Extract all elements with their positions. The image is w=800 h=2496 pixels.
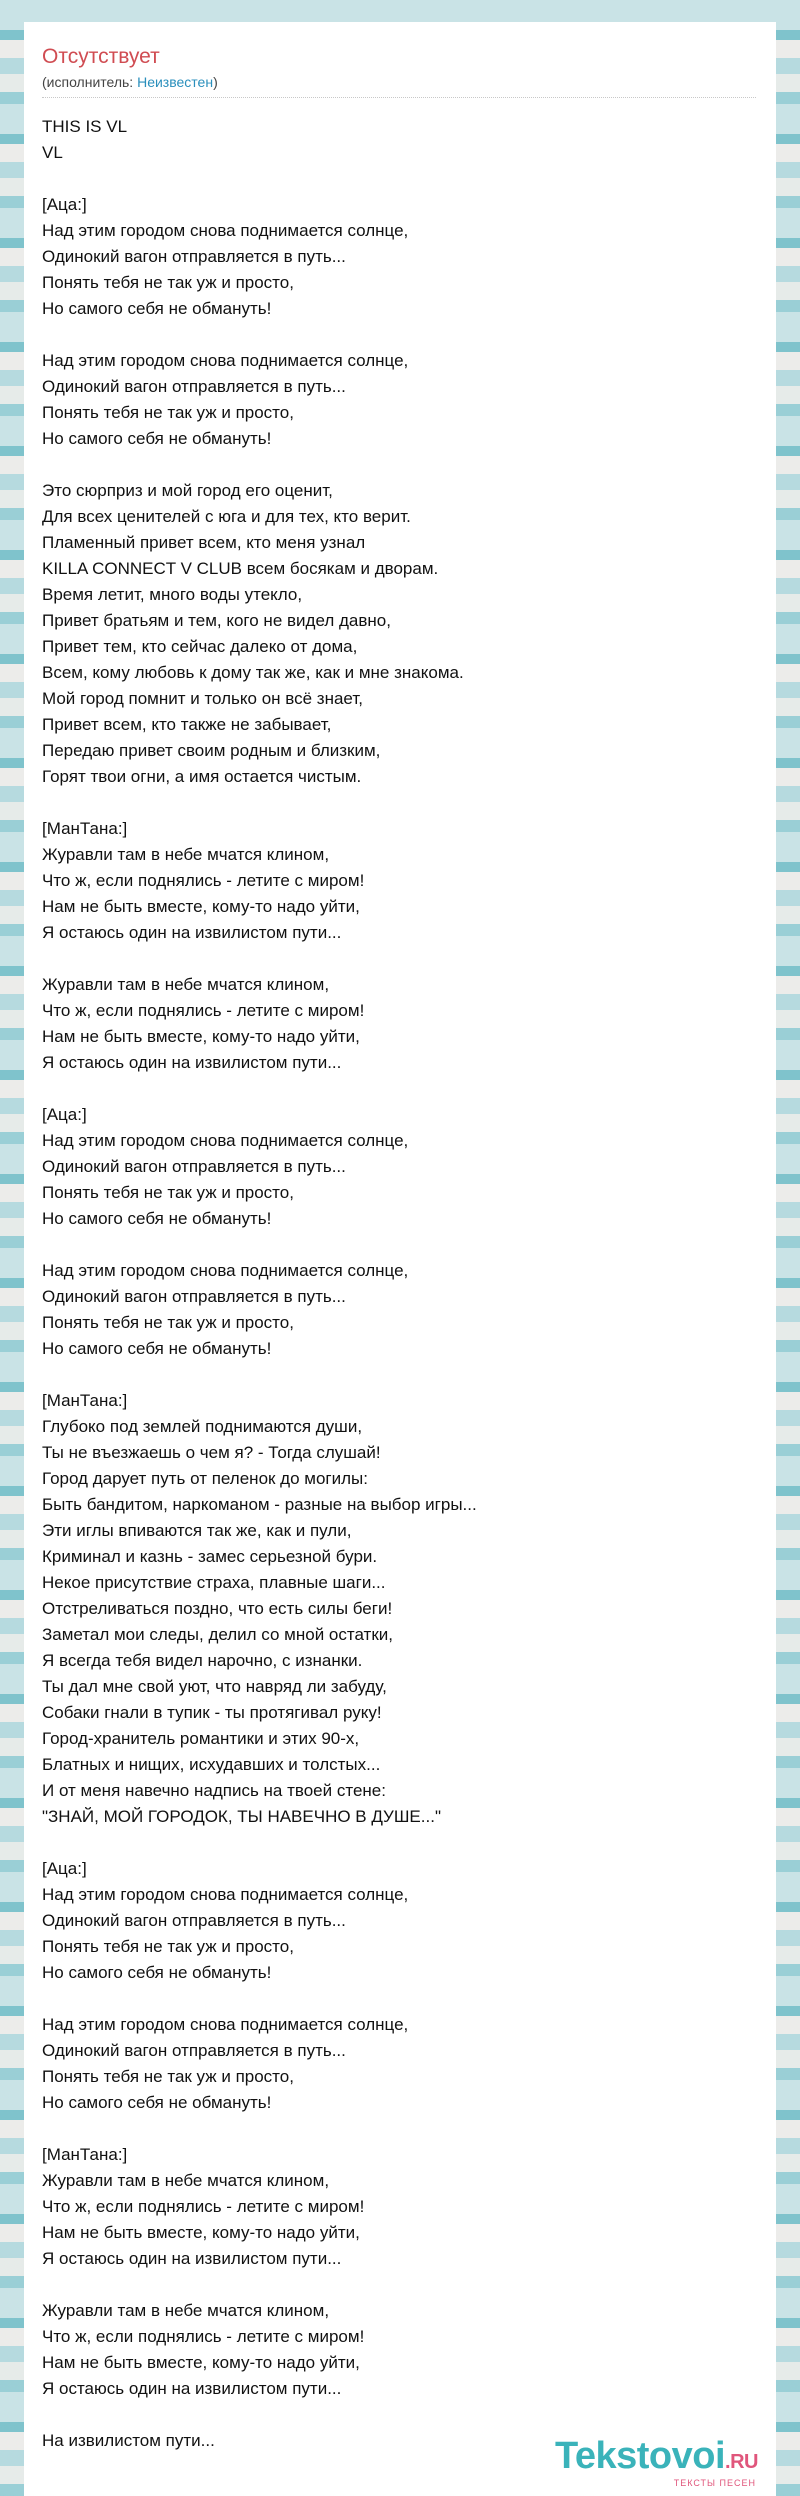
- lyric-line: Всем, кому любовь к дому так же, как и мне знакома.: [42, 663, 464, 682]
- lyric-line: Привет всем, кто также не забывает,: [42, 715, 332, 734]
- lyric-line: Передаю привет своим родным и близким,: [42, 741, 381, 760]
- lyric-line: Привет братьям и тем, кого не видел давно,: [42, 611, 391, 630]
- lyric-line: Журавли там в небе мчатся клином,: [42, 845, 330, 864]
- lyric-line: Что ж, если поднялись - летите с миром!: [42, 1001, 365, 1020]
- lyric-line: Я остаюсь один на извилистом пути...: [42, 1053, 342, 1072]
- lyric-line: Некое присутствие страха, плавные шаги...: [42, 1573, 386, 1592]
- lyric-line: Мой город помнит и только он всё знает,: [42, 689, 363, 708]
- lyric-line: Ты не въезжаешь о чем я? - Тогда слушай!: [42, 1443, 381, 1462]
- lyric-line: [42, 1830, 756, 1856]
- lyric-line: [42, 166, 756, 192]
- lyric-line: Я остаюсь один на извилистом пути...: [42, 2249, 342, 2268]
- performer-line: [42, 73, 756, 91]
- lyrics-text: [42, 114, 756, 2454]
- lyric-line: Одинокий вагон отправляется в путь...: [42, 1287, 346, 1306]
- lyric-line: [МанТана:]: [42, 819, 128, 838]
- lyric-line: Собаки гнали в тупик - ты протягивал руку!: [42, 1703, 382, 1722]
- lyric-line: Я остаюсь один на извилистом пути...: [42, 2379, 342, 2398]
- lyric-line: Нам не быть вместе, кому-то надо уйти,: [42, 2223, 360, 2242]
- lyric-line: Над этим городом снова поднимается солнце,: [42, 1131, 409, 1150]
- lyric-line: Но самого себя не обмануть!: [42, 2093, 272, 2112]
- lyric-line: Но самого себя не обмануть!: [42, 1209, 272, 1228]
- logo-tld: .RU: [725, 2451, 758, 2473]
- lyric-line: Над этим городом снова поднимается солнце,: [42, 2015, 409, 2034]
- performer-prefix: (исполнитель:: [42, 74, 138, 90]
- lyric-line: Горят твои огни, а имя остается чистым.: [42, 767, 362, 786]
- lyric-line: [42, 2402, 756, 2428]
- lyric-line: Понять тебя не так уж и просто,: [42, 403, 294, 422]
- lyric-line: [42, 1076, 756, 1102]
- lyric-line: Понять тебя не так уж и просто,: [42, 1937, 294, 1956]
- lyric-line: Пламенный привет всем, кто меня узнал: [42, 533, 366, 552]
- song-header: [42, 44, 756, 98]
- lyric-line: [Аца:]: [42, 1105, 87, 1124]
- lyric-line: Что ж, если поднялись - летите с миром!: [42, 2327, 365, 2346]
- lyric-line: Время летит, много воды утекло,: [42, 585, 303, 604]
- performer-link[interactable]: Неизвестен: [137, 74, 214, 90]
- lyric-line: Над этим городом снова поднимается солнце,: [42, 1885, 409, 1904]
- lyric-line: Понять тебя не так уж и просто,: [42, 1183, 294, 1202]
- lyric-line: [42, 2116, 756, 2142]
- lyric-line: Город-хранитель романтики и этих 90-х,: [42, 1729, 360, 1748]
- lyric-line: Над этим городом снова поднимается солнце,: [42, 221, 409, 240]
- lyric-line: Одинокий вагон отправляется в путь...: [42, 377, 346, 396]
- lyric-line: Я остаюсь один на извилистом пути...: [42, 923, 342, 942]
- lyric-line: Одинокий вагон отправляется в путь...: [42, 1911, 346, 1930]
- lyric-line: Отстреливаться поздно, что есть силы беги!: [42, 1599, 393, 1618]
- lyric-line: Журавли там в небе мчатся клином,: [42, 975, 330, 994]
- lyric-line: На извилистом пути...: [42, 2431, 215, 2450]
- lyrics-card: [24, 22, 776, 2496]
- lyric-line: Что ж, если поднялись - летите с миром!: [42, 2197, 365, 2216]
- lyric-line: Для всех ценителей с юга и для тех, кто верит.: [42, 507, 411, 526]
- lyric-line: Понять тебя не так уж и просто,: [42, 1313, 294, 1332]
- lyric-line: [МанТана:]: [42, 1391, 128, 1410]
- lyric-line: Одинокий вагон отправляется в путь...: [42, 247, 346, 266]
- lyric-line: Нам не быть вместе, кому-то надо уйти,: [42, 897, 360, 916]
- logo-tagline: ТЕКСТЫ ПЕСЕН: [673, 2478, 756, 2488]
- lyric-line: Но самого себя не обмануть!: [42, 1339, 272, 1358]
- lyric-line: Понять тебя не так уж и просто,: [42, 273, 294, 292]
- lyric-line: Заметал мои следы, делил со мной остатки,: [42, 1625, 393, 1644]
- lyric-line: Над этим городом снова поднимается солнце,: [42, 351, 409, 370]
- lyric-line: Одинокий вагон отправляется в путь...: [42, 1157, 346, 1176]
- lyric-line: [42, 1232, 756, 1258]
- lyric-line: Но самого себя не обмануть!: [42, 429, 272, 448]
- lyric-line: Город дарует путь от пеленок до могилы:: [42, 1469, 368, 1488]
- lyric-line: VL: [42, 143, 63, 162]
- lyric-line: [Аца:]: [42, 1859, 87, 1878]
- lyric-line: [МанТана:]: [42, 2145, 128, 2164]
- lyric-line: Быть бандитом, наркоманом - разные на выбор игры...: [42, 1495, 477, 1514]
- lyric-line: Глубоко под землей поднимаются души,: [42, 1417, 363, 1436]
- logo-wordmark: [555, 2436, 758, 2482]
- lyric-line: Что ж, если поднялись - летите с миром!: [42, 871, 365, 890]
- song-title: Отсутствует: [42, 45, 160, 68]
- lyric-line: Эти иглы впиваются так же, как и пули,: [42, 1521, 352, 1540]
- lyric-line: Я всегда тебя видел нарочно, с изнанки.: [42, 1651, 363, 1670]
- lyric-line: Журавли там в небе мчатся клином,: [42, 2171, 330, 2190]
- lyric-line: Это сюрприз и мой город его оценит,: [42, 481, 333, 500]
- lyric-line: [42, 322, 756, 348]
- lyric-line: "ЗНАЙ, МОЙ ГОРОДОК, ТЫ НАВЕЧНО В ДУШЕ...": [42, 1807, 441, 1826]
- lyric-line: [42, 452, 756, 478]
- lyric-line: THIS IS VL: [42, 117, 128, 136]
- logo-name: Tekstovoi: [554, 2435, 726, 2477]
- lyric-line: [Аца:]: [42, 195, 87, 214]
- lyric-line: [42, 1986, 756, 2012]
- lyric-line: Нам не быть вместе, кому-то надо уйти,: [42, 2353, 360, 2372]
- performer-suffix: ): [213, 74, 218, 90]
- lyric-line: Криминал и казнь - замес серьезной бури.: [42, 1547, 378, 1566]
- lyric-line: Ты дал мне свой уют, что навряд ли забуду,: [42, 1677, 387, 1696]
- lyric-line: Но самого себя не обмануть!: [42, 1963, 272, 1982]
- lyric-line: Блатных и нищих, исхудавших и толстых...: [42, 1755, 381, 1774]
- lyric-line: KILLA CONNECT V CLUB всем босякам и дворам.: [42, 559, 439, 578]
- lyric-line: [42, 946, 756, 972]
- lyric-line: Над этим городом снова поднимается солнце,: [42, 1261, 409, 1280]
- lyric-line: Одинокий вагон отправляется в путь...: [42, 2041, 346, 2060]
- lyric-line: Но самого себя не обмануть!: [42, 299, 272, 318]
- lyric-line: Журавли там в небе мчатся клином,: [42, 2301, 330, 2320]
- site-logo[interactable]: [555, 2436, 758, 2488]
- lyric-line: Понять тебя не так уж и просто,: [42, 2067, 294, 2086]
- lyric-line: И от меня навечно надпись на твоей стене:: [42, 1781, 386, 1800]
- lyric-line: Привет тем, кто сейчас далеко от дома,: [42, 637, 358, 656]
- lyric-line: Нам не быть вместе, кому-то надо уйти,: [42, 1027, 360, 1046]
- lyric-line: [42, 790, 756, 816]
- lyric-line: [42, 2272, 756, 2298]
- lyric-line: [42, 1362, 756, 1388]
